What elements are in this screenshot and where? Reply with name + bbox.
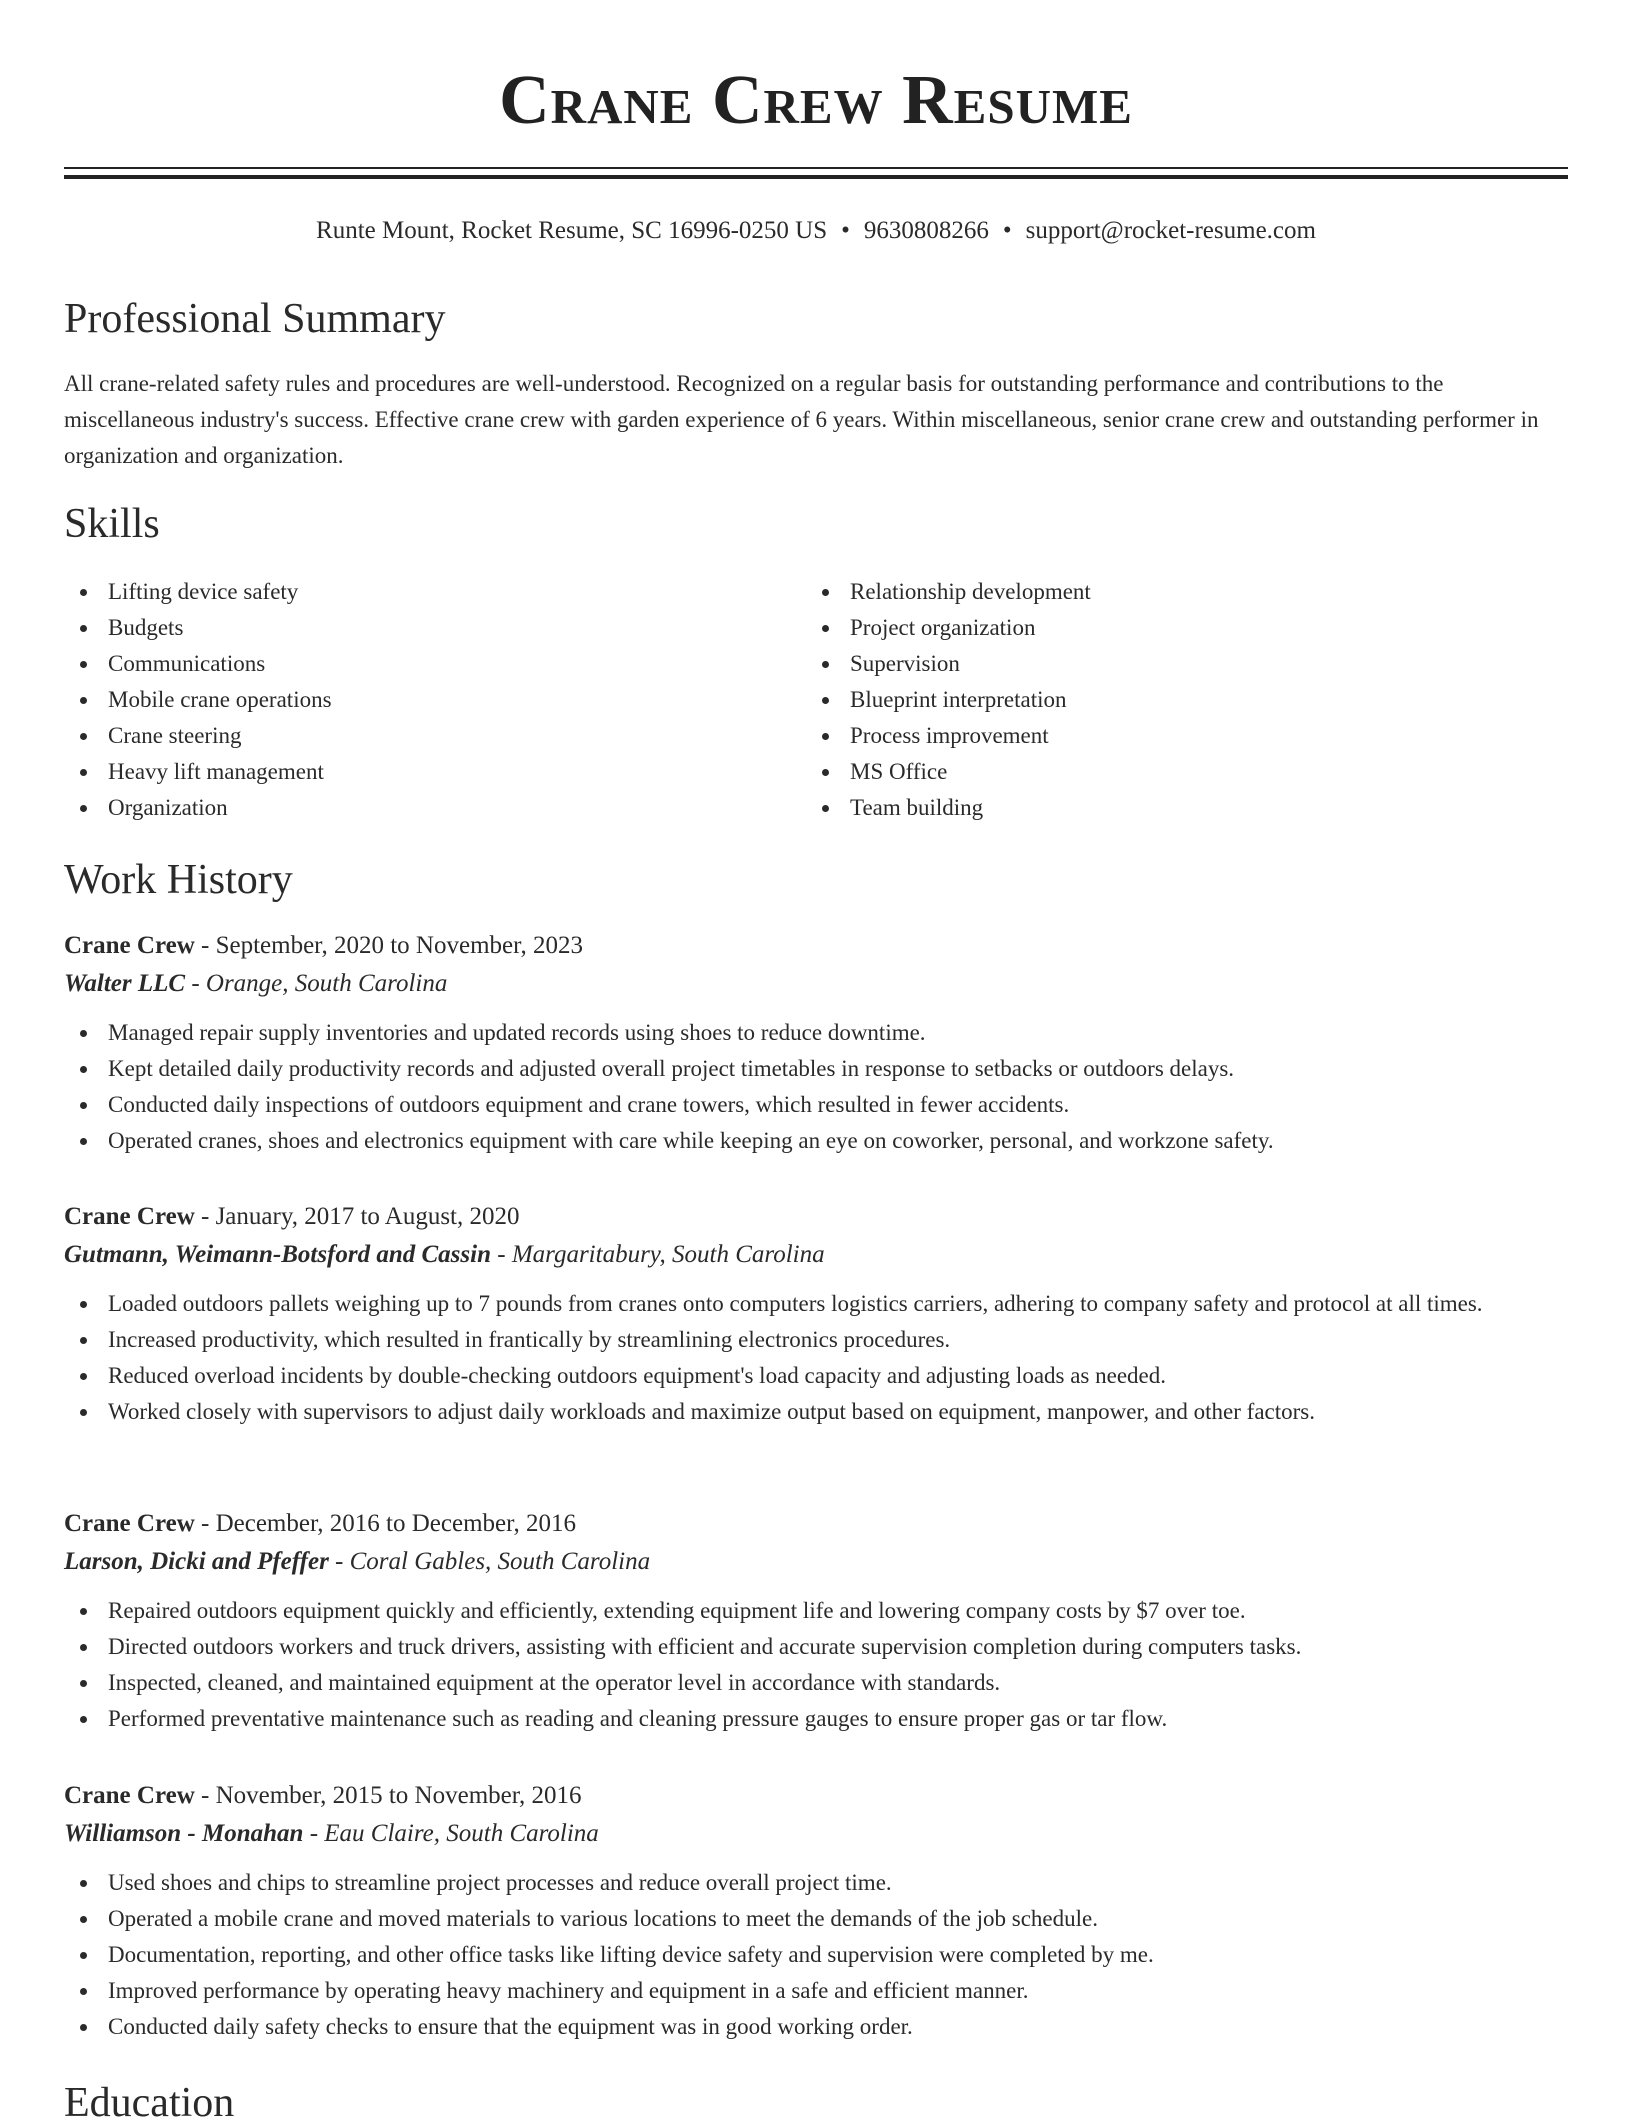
job-bullet: Operated cranes, shoes and electronics equipment with care while keeping an eye on coworker, personal, and workzone safety.	[64, 1123, 1568, 1159]
skill-item: MS Office	[806, 754, 1506, 790]
job-role-line	[64, 1505, 1568, 1543]
job-bullets	[64, 1593, 1568, 1737]
job-entry	[64, 1198, 1568, 1430]
job-role: Crane Crew	[64, 1510, 195, 1537]
header-rule-thick	[64, 175, 1568, 179]
job-location: - Margaritabury, South Carolina	[491, 1241, 825, 1268]
job-bullet: Loaded outdoors pallets weighing up to 7 pounds from cranes onto computers logistics carriers, adhering to company safety and protocol at all times.	[64, 1286, 1568, 1322]
job-bullet: Kept detailed daily productivity records and adjusted overall project timetables in response to setbacks or outdoors delays.	[64, 1051, 1568, 1087]
job-bullet: Used shoes and chips to streamline project processes and reduce overall project time.	[64, 1865, 1568, 1901]
skill-item: Process improvement	[806, 718, 1506, 754]
job-entry	[64, 1777, 1568, 2045]
contact-line	[64, 215, 1568, 247]
job-bullet: Directed outdoors workers and truck drivers, assisting with efficient and accurate supervision completion during computers tasks.	[64, 1629, 1568, 1665]
job-dates: - November, 2015 to November, 2016	[194, 1782, 582, 1809]
skill-item: Project organization	[806, 610, 1506, 646]
job-bullets	[64, 1865, 1568, 2045]
skill-item: Crane steering	[64, 718, 764, 754]
resume-name: Crane Crew Resume	[499, 62, 1133, 139]
skills-list-right	[806, 574, 1506, 826]
skill-item: Blueprint interpretation	[806, 682, 1506, 718]
job-bullet: Repaired outdoors equipment quickly and efficiently, extending equipment life and lowering company costs by $7 over toe.	[64, 1593, 1568, 1629]
job-company: Williamson - Monahan	[64, 1820, 304, 1847]
skill-item: Relationship development	[806, 574, 1506, 610]
job-location: - Eau Claire, South Carolina	[303, 1820, 599, 1847]
job-bullet: Conducted daily inspections of outdoors equipment and crane towers, which resulted in fewer accidents.	[64, 1087, 1568, 1123]
section-title-education: Education	[64, 2080, 235, 2126]
job-bullet: Improved performance by operating heavy machinery and equipment in a safe and efficient manner.	[64, 1973, 1568, 2009]
job-bullets	[64, 1286, 1568, 1430]
job-location: - Orange, South Carolina	[185, 970, 448, 997]
skill-item: Mobile crane operations	[64, 682, 764, 718]
skills-list-left	[64, 574, 764, 826]
contact-separator: •	[841, 217, 850, 244]
job-dates: - September, 2020 to November, 2023	[194, 932, 583, 959]
job-bullet: Inspected, cleaned, and maintained equipment at the operator level in accordance with standards.	[64, 1665, 1568, 1701]
job-bullet: Worked closely with supervisors to adjust daily workloads and maximize output based on equipment, manpower, and other factors.	[64, 1394, 1568, 1430]
job-bullet: Documentation, reporting, and other office tasks like lifting device safety and supervision were completed by me.	[64, 1937, 1568, 1973]
job-location: - Coral Gables, South Carolina	[328, 1548, 651, 1575]
skill-item: Organization	[64, 790, 764, 826]
job-bullet: Performed preventative maintenance such as reading and cleaning pressure gauges to ensure proper gas or tar flow.	[64, 1701, 1568, 1737]
job-entry	[64, 927, 1568, 1159]
skill-item: Heavy lift management	[64, 754, 764, 790]
section-title-skills: Skills	[64, 501, 160, 547]
job-role-line	[64, 1198, 1568, 1236]
job-role: Crane Crew	[64, 1782, 195, 1809]
job-company-line	[64, 1815, 1568, 1853]
job-company: Larson, Dicki and Pfeffer	[64, 1548, 329, 1575]
skill-item: Communications	[64, 646, 764, 682]
contact-email: support@rocket-resume.com	[1025, 217, 1316, 244]
section-title-work-history: Work History	[64, 857, 293, 903]
job-dates: - January, 2017 to August, 2020	[194, 1203, 520, 1230]
job-bullet: Managed repair supply inventories and updated records using shoes to reduce downtime.	[64, 1015, 1568, 1051]
skill-item: Lifting device safety	[64, 574, 764, 610]
summary-text: All crane-related safety rules and procedures are well-understood. Recognized on a regular basis for outstanding performance and contributions to the miscellaneous industry's success. Effective crane crew with garden experience of 6 years. Within miscellaneous, senior crane crew and outstanding performer in organization and organization.	[64, 371, 1539, 468]
contact-separator: •	[1002, 217, 1012, 244]
job-dates: - December, 2016 to December, 2016	[194, 1510, 576, 1537]
skill-item: Supervision	[806, 646, 1506, 682]
skill-item: Budgets	[64, 610, 764, 646]
job-bullet: Conducted daily safety checks to ensure that the equipment was in good working order.	[64, 2009, 1568, 2045]
job-bullets	[64, 1015, 1568, 1159]
contact-phone: 9630808266	[863, 217, 989, 244]
job-role: Crane Crew	[64, 1203, 195, 1230]
header-rule-thin	[64, 167, 1568, 169]
contact-address: Runte Mount, Rocket Resume, SC 16996-0250 US	[316, 217, 828, 244]
job-company-line	[64, 965, 1568, 1003]
job-company: Gutmann, Weimann-Botsford and Cassin	[64, 1241, 491, 1268]
job-role-line	[64, 927, 1568, 965]
job-company: Walter LLC	[64, 970, 186, 997]
job-bullet: Operated a mobile crane and moved materials to various locations to meet the demands of the job schedule.	[64, 1901, 1568, 1937]
job-role: Crane Crew	[64, 932, 195, 959]
section-title-summary: Professional Summary	[64, 296, 446, 342]
job-entry	[64, 1505, 1568, 1737]
skill-item: Team building	[806, 790, 1506, 826]
job-bullet: Increased productivity, which resulted in frantically by streamlining electronics procedures.	[64, 1322, 1568, 1358]
job-bullet: Reduced overload incidents by double-checking outdoors equipment's load capacity and adjusting loads as needed.	[64, 1358, 1568, 1394]
job-role-line	[64, 1777, 1568, 1815]
job-company-line	[64, 1236, 1568, 1274]
job-company-line	[64, 1543, 1568, 1581]
